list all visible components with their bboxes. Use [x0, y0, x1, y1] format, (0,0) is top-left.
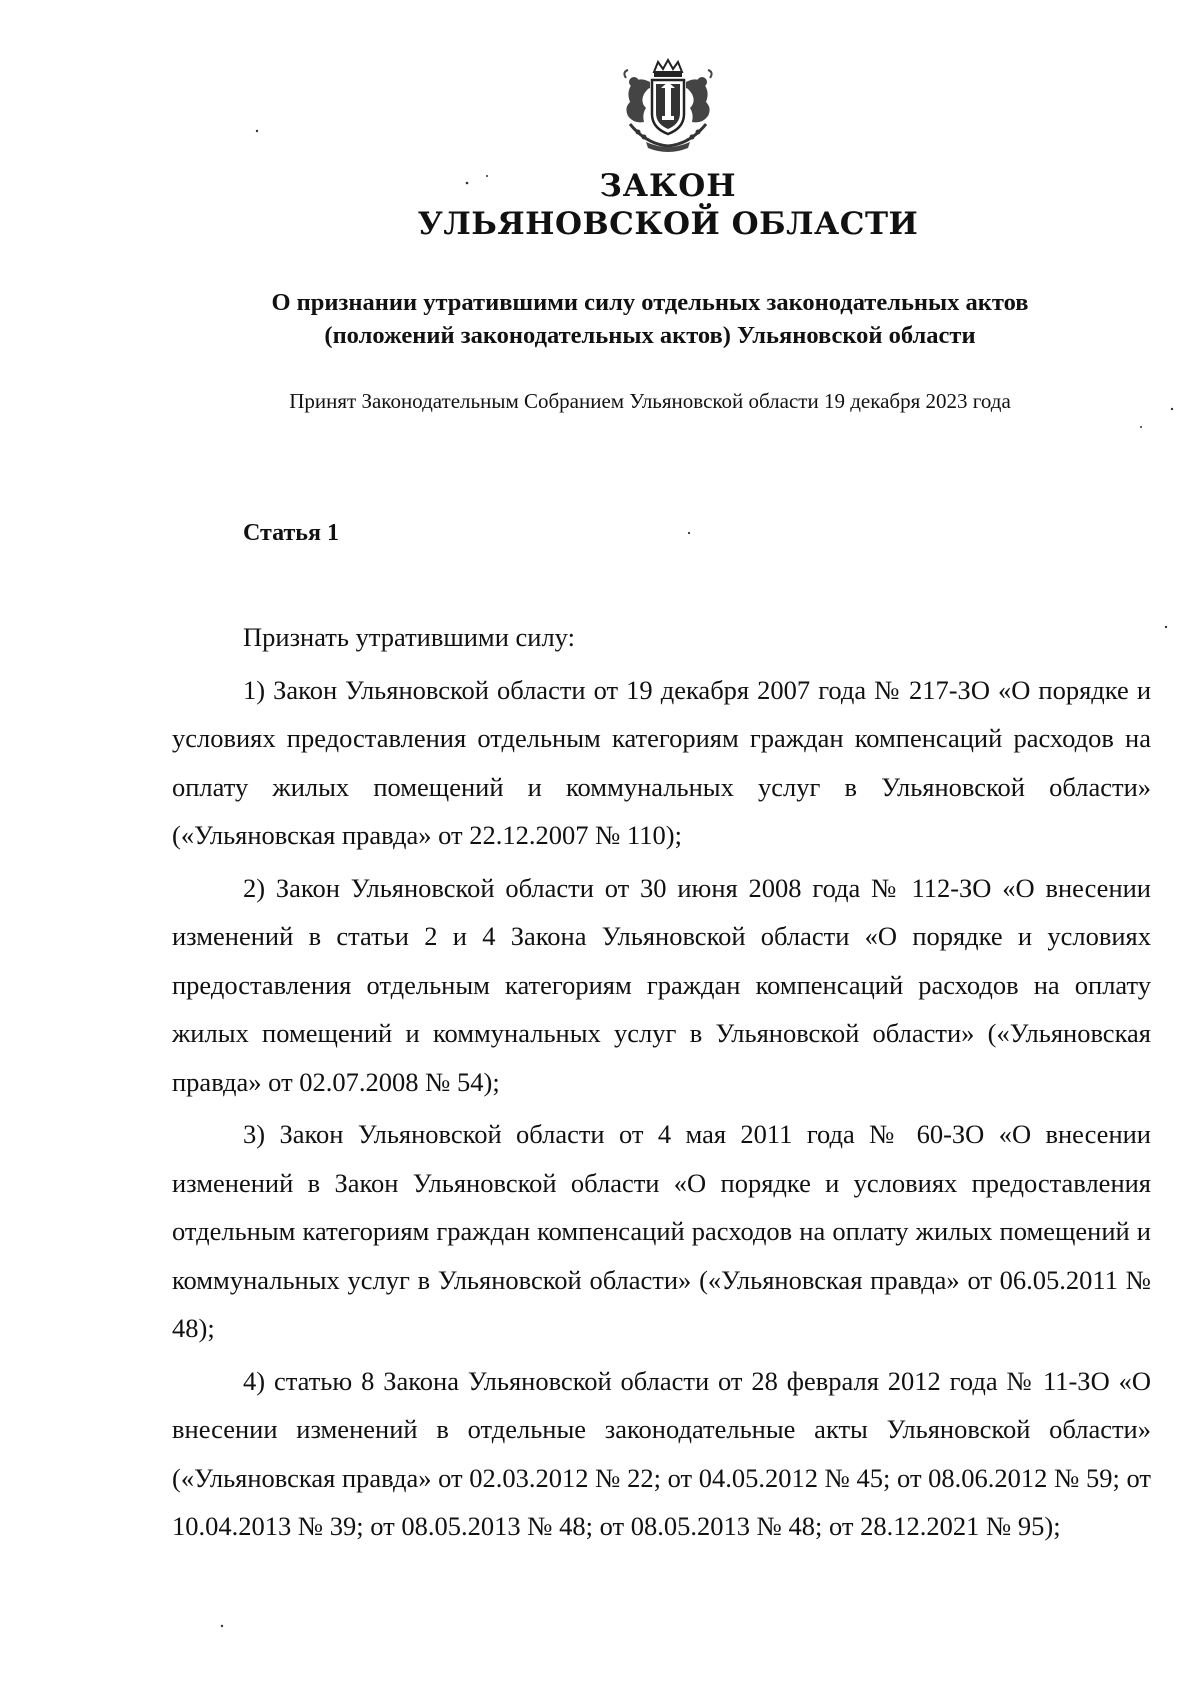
law-subject-line-2: (положений законодательных актов) Ульяновской области	[324, 322, 976, 349]
law-subject-line-1: О признании утратившими силу отдельных законодательных актов	[271, 289, 1029, 316]
article-item-3: 3) Закон Ульяновской области от 4 мая 2011 года № 60-ЗО «О внесении изменений в Закон Ульяновской области «О порядке и условиях предоставления отдельным категориям граждан компенсаций расходов на оплату жилых помещений и коммунальных услуг в Ульяновской области» («Ульяновская правда» от 06.05.2011 № 48);	[172, 1119, 1151, 1343]
article-item-2: 2) Закон Ульяновской области от 30 июня 2008 года № 112-ЗО «О внесении изменений в статьи 2 и 4 Закона Ульяновской области «О порядке и условиях предоставления отдельным категориям граждан компенсаций расходов на оплату жилых помещений и коммунальных услуг в Ульяновской области» («Ульяновская правда» от 02.07.2008 № 54);	[172, 872, 1151, 1097]
article-intro: Признать утратившими силу:	[243, 622, 575, 652]
law-subject	[180, 286, 1120, 352]
article-heading: Статья 1	[243, 520, 339, 546]
article-item-1: 1) Закон Ульяновской области от 19 декабря 2007 года № 217-ЗО «О порядке и условиях предоставления отдельным категориям граждан компенсаций расходов на оплату жилых помещений и коммунальных услуг в Ульяновской области» («Ульяновская правда» от 22.12.2007 № 110);	[172, 674, 1151, 850]
coat-of-arms-icon	[616, 58, 720, 154]
law-title: ЗАКОН	[599, 168, 737, 204]
region-title: УЛЬЯНОВСКОЙ ОБЛАСТИ	[417, 206, 919, 242]
article-item-4: 4) статью 8 Закона Ульяновской области от 28 февраля 2012 года № 11-ЗО «О внесении изменений в отдельные законодательные акты Ульяновской области» («Ульяновская правда» от 02.03.2012 № 22; от 04.05.2012 № 45; от 08.06.2012 № 59; от 10.04.2013 № 39; от 08.05.2013 № 48; от 08.05.2013 № 48; от 28.12.2021 № 95);	[172, 1365, 1151, 1541]
adoption-note: Принят Законодательным Собранием Ульяновской области 19 декабря 2023 года	[289, 389, 1011, 413]
article-body	[172, 613, 1151, 1551]
